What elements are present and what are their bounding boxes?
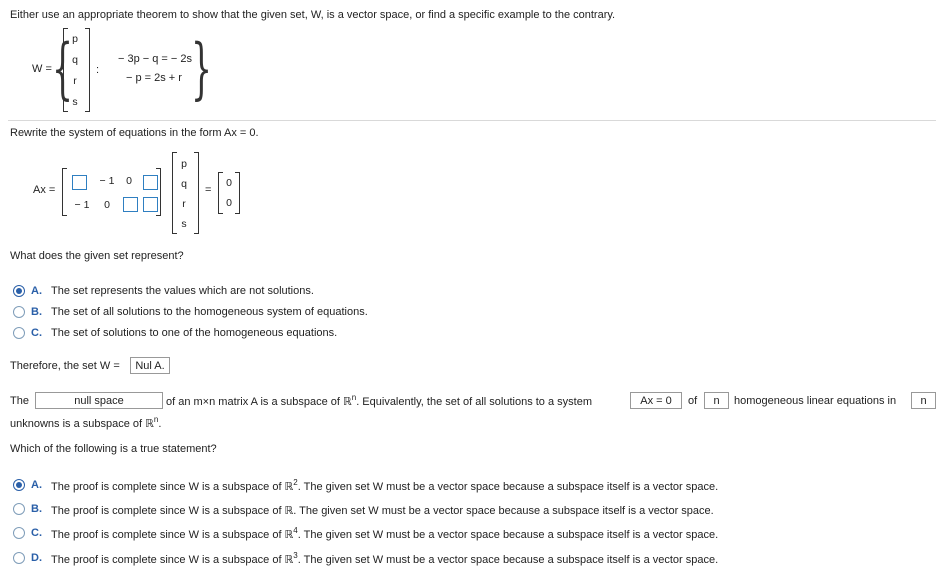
- matrix-entry-r1c3: 0: [126, 175, 132, 187]
- equation-2: − p = 2s + r: [126, 72, 182, 84]
- option-text: . The given set W must be a vector space because a subspace itself is a vector space.: [297, 481, 719, 493]
- theorem-text-part: homogeneous linear equations in: [734, 395, 897, 407]
- option-letter: B.: [31, 306, 42, 318]
- option-letter: D.: [31, 552, 42, 564]
- option-superscript: 2: [293, 478, 298, 487]
- vector-entry: r: [73, 75, 77, 87]
- option-text: The proof is complete since W is a subspace of ℝ: [51, 481, 294, 493]
- matrix-lhs: Ax =: [33, 184, 56, 196]
- option-text: The set of solutions to one of the homogeneous equations.: [51, 327, 338, 339]
- radio-button[interactable]: [13, 527, 25, 539]
- x-vector-entry: s: [181, 218, 187, 230]
- option-text: The proof is complete since W is a subspace of ℝ: [51, 554, 294, 566]
- x-vector-entry: r: [182, 198, 186, 210]
- x-vector-bracket-right: [194, 152, 199, 234]
- option-text: The proof is complete since W is a subspace of ℝ: [51, 505, 294, 517]
- equation-1: − 3p − q = − 2s: [118, 53, 193, 65]
- option-text: The set of all solutions to the homogeneous system of equations.: [51, 306, 368, 318]
- vector-bracket-right: [85, 28, 90, 112]
- option-letter: C.: [31, 527, 42, 539]
- vector-entry: q: [72, 54, 78, 66]
- matrix-answer-box-r1c1[interactable]: [72, 175, 87, 190]
- matrix-entry-r1c2: − 1: [99, 175, 115, 187]
- x-vector-entry: p: [181, 158, 187, 170]
- zero-entry: 0: [226, 197, 232, 209]
- matrix-entry-r2c1: − 1: [74, 199, 90, 211]
- option-letter: A.: [31, 479, 42, 491]
- question-2-prompt: Which of the following is a true statement?: [10, 443, 217, 455]
- option-letter: C.: [31, 327, 42, 339]
- radio-button[interactable]: [13, 327, 25, 339]
- theorem-word-of: of: [688, 395, 698, 407]
- vector-entry: p: [72, 33, 78, 45]
- vector-entry: s: [72, 96, 78, 108]
- theorem-text-part: .: [158, 418, 162, 430]
- set-colon: :: [96, 64, 100, 76]
- matrix-entry-r2c2: 0: [104, 199, 110, 211]
- x-vector-entry: q: [181, 178, 187, 190]
- instruction-text: Either use an appropriate theorem to show that the given set, W, is a vector space, or find a specific example to the contrary.: [10, 9, 616, 21]
- answer-field-ax0[interactable]: Ax = 0: [630, 392, 682, 409]
- left-brace: {: [52, 30, 73, 107]
- answer-field-null-space[interactable]: null space: [35, 392, 163, 409]
- matrix-answer-box-r2c4[interactable]: [143, 197, 158, 212]
- therefore-text: Therefore, the set W =: [10, 360, 120, 372]
- zero-entry: 0: [226, 177, 232, 189]
- theorem-text-part: of an m×n matrix A is a subspace of ℝ: [166, 396, 352, 408]
- option-superscript: 3: [293, 551, 298, 560]
- theorem-text-part: . Equivalently, the set of all solutions to a system: [356, 396, 592, 408]
- radio-button[interactable]: [13, 552, 25, 564]
- option-text: The set represents the values which are not solutions.: [51, 285, 314, 297]
- theorem-text: [166, 395, 592, 408]
- theorem-text-part: unknowns is a subspace of ℝ: [10, 418, 154, 430]
- answer-field-m[interactable]: n: [704, 392, 729, 409]
- therefore-answer-field[interactable]: Nul A.: [130, 357, 170, 374]
- option-letter: A.: [31, 285, 42, 297]
- option-text: . The given set W must be a vector space because a subspace itself is a vector space.: [297, 529, 719, 541]
- divider: [8, 120, 936, 121]
- theorem-line-2: [10, 417, 161, 430]
- rewrite-prompt: Rewrite the system of equations in the form Ax = 0.: [10, 127, 259, 139]
- radio-button-selected[interactable]: [13, 285, 25, 297]
- theorem-superscript: n: [351, 393, 357, 402]
- radio-button[interactable]: [13, 503, 25, 515]
- option-text: . The given set W must be a vector space because a subspace itself is a vector space.: [297, 554, 719, 566]
- option-text: The proof is complete since W is a subspace of ℝ: [51, 529, 294, 541]
- option-superscript: 4: [293, 526, 298, 535]
- answer-field-n[interactable]: n: [911, 392, 936, 409]
- theorem-word-the: The: [10, 395, 29, 407]
- question-1-prompt: What does the given set represent?: [10, 250, 184, 262]
- matrix-answer-box-r2c3[interactable]: [123, 197, 138, 212]
- option-text: . The given set W must be a vector space because a subspace itself is a vector space.: [293, 505, 714, 517]
- set-lhs: W =: [32, 63, 52, 75]
- radio-button[interactable]: [13, 306, 25, 318]
- matrix-answer-box-r1c4[interactable]: [143, 175, 158, 190]
- equals-sign: =: [205, 184, 212, 196]
- option-letter: B.: [31, 503, 42, 515]
- right-brace: }: [191, 30, 212, 107]
- radio-button-selected[interactable]: [13, 479, 25, 491]
- matrix-bracket-left: [62, 168, 67, 216]
- theorem-superscript: n: [153, 415, 159, 424]
